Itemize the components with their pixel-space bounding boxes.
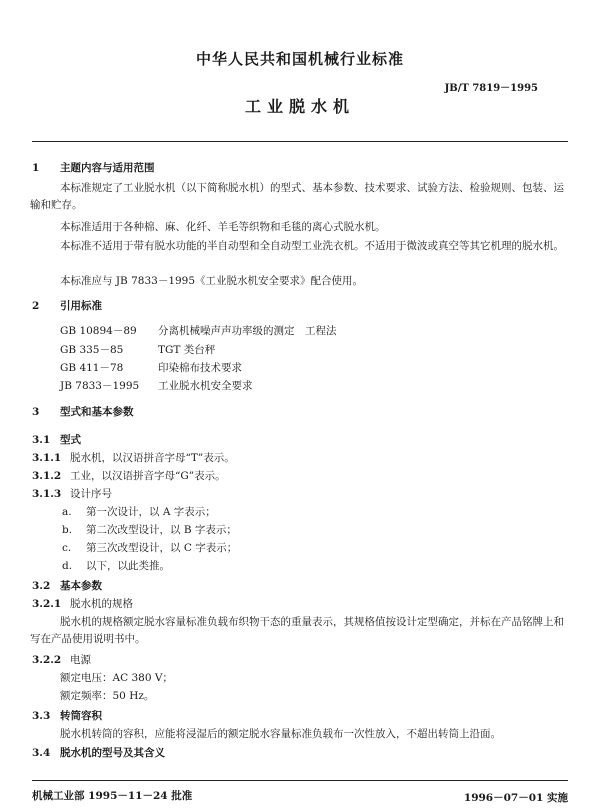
org-title: 中华人民共和国机械行业标准 <box>195 50 404 68</box>
rated-frequency: 额定频率：50 Hz。 <box>60 690 155 702</box>
section-3-heading <box>32 404 134 419</box>
clause-number: 3.1.2 <box>32 470 62 482</box>
section-number: 1 <box>32 162 40 174</box>
clause-title: 设计序号 <box>70 488 112 500</box>
section-title: 型式和基本参数 <box>60 406 134 418</box>
reference-code: GB 10894－89 <box>60 325 137 337</box>
clause-title: 脱水机的规格 <box>70 598 133 610</box>
list-text: 第三次改型设计，以 C 字表示； <box>86 542 238 554</box>
list-label: b. <box>62 524 73 536</box>
list-item <box>62 540 237 555</box>
subsection-number: 3.3 <box>32 710 51 722</box>
clause-3-3-text: 脱水机转筒的容积，应能将浸湿后的额定脱水容量标准负载布一次性放入，不超出转筒上沿面。 <box>60 728 501 740</box>
clause-text: 脱水机，以汉语拼音字母“T”表示。 <box>70 452 235 464</box>
section-title: 主题内容与适用范围 <box>60 162 155 174</box>
reference-code: GB 411－78 <box>60 362 124 374</box>
subsection-3-3-heading <box>32 708 102 723</box>
footer-rule <box>32 780 568 781</box>
section-1-heading <box>32 160 155 175</box>
clause-number: 3.2.2 <box>32 654 62 666</box>
reference-code: GB 335－85 <box>60 344 124 356</box>
subsection-3-1-heading <box>32 432 81 447</box>
subsection-title: 型式 <box>60 434 81 446</box>
reference-title: 印染棉布技术要求 <box>158 362 242 374</box>
subsection-title: 转筒容积 <box>60 710 102 722</box>
section-1-paragraph: 本标准规定了工业脱水机（以下简称脱水机）的型式、基本参数、技术要求、试验方法、检验规则、包装、运输和贮存。 <box>30 182 564 211</box>
list-label: d. <box>62 560 73 572</box>
subsection-3-2-heading <box>32 578 102 593</box>
subsection-3-4-heading <box>32 745 165 760</box>
list-label: a. <box>62 506 72 518</box>
section-2-heading <box>32 298 102 313</box>
header-rule <box>32 141 568 142</box>
subsection-number: 3.1 <box>32 434 51 446</box>
clause-3-1-3 <box>32 486 112 501</box>
clause-number: 3.1.3 <box>32 488 62 500</box>
list-item <box>62 522 237 537</box>
list-item <box>62 558 170 573</box>
approval-date: 机械工业部 1995－11－24 批准 <box>32 790 193 802</box>
list-text: 第二次改型设计，以 B 字表示； <box>86 524 237 536</box>
section-title: 引用标准 <box>60 300 102 312</box>
clause-3-2-2 <box>32 652 91 667</box>
list-label: c. <box>62 542 72 554</box>
document-title: 工业脱水机 <box>244 97 355 116</box>
reference-title: 工业脱水机安全要求 <box>158 380 253 392</box>
clause-text: 工业，以汉语拼音字母“G”表示。 <box>70 470 226 482</box>
reference-title: TGT 类台秤 <box>158 344 216 356</box>
section-number: 3 <box>32 406 40 418</box>
subsection-number: 3.2 <box>32 580 51 592</box>
section-1-paragraph: 本标准适用于各种棉、麻、化纤、羊毛等织物和毛毯的离心式脱水机。 <box>60 221 386 233</box>
clause-3-2-1-text: 脱水机的规格额定脱水容量标准负载布织物干态的重量表示，其规格值按设计定型确定，并标在产品铭牌上和写在产品使用说明书中。 <box>30 616 564 645</box>
list-item <box>62 504 216 519</box>
rated-voltage: 额定电压：AC 380 V； <box>60 672 173 684</box>
subsection-title: 基本参数 <box>60 580 102 592</box>
clause-number: 3.1.1 <box>32 452 62 464</box>
section-number: 2 <box>32 300 40 312</box>
section-1-paragraph: 本标准应与 JB 7833－1995《工业脱水机安全要求》配合使用。 <box>60 275 364 287</box>
list-text: 第一次设计，以 A 字表示； <box>86 506 216 518</box>
clause-3-1-1 <box>32 450 235 465</box>
standard-number: JB/T 7819－1995 <box>444 83 538 94</box>
subsection-title: 脱水机的型号及其含义 <box>60 747 165 759</box>
section-1-paragraph: 本标准不适用于带有脱水功能的半自动型和全自动型工业洗衣机。不适用于微波或真空等其它机理的脱水机。 <box>60 240 564 252</box>
subsection-number: 3.4 <box>32 747 51 759</box>
clause-3-1-2 <box>32 468 226 483</box>
reference-title: 分离机械噪声声功率级的测定 工程法 <box>158 325 337 337</box>
clause-number: 3.2.1 <box>32 598 62 610</box>
reference-code: JB 7833－1995 <box>60 380 140 392</box>
list-text: 以下，以此类推。 <box>86 560 170 572</box>
clause-3-2-1 <box>32 596 133 611</box>
clause-title: 电源 <box>70 654 91 666</box>
effective-date: 1996－07－01 实施 <box>463 792 568 804</box>
